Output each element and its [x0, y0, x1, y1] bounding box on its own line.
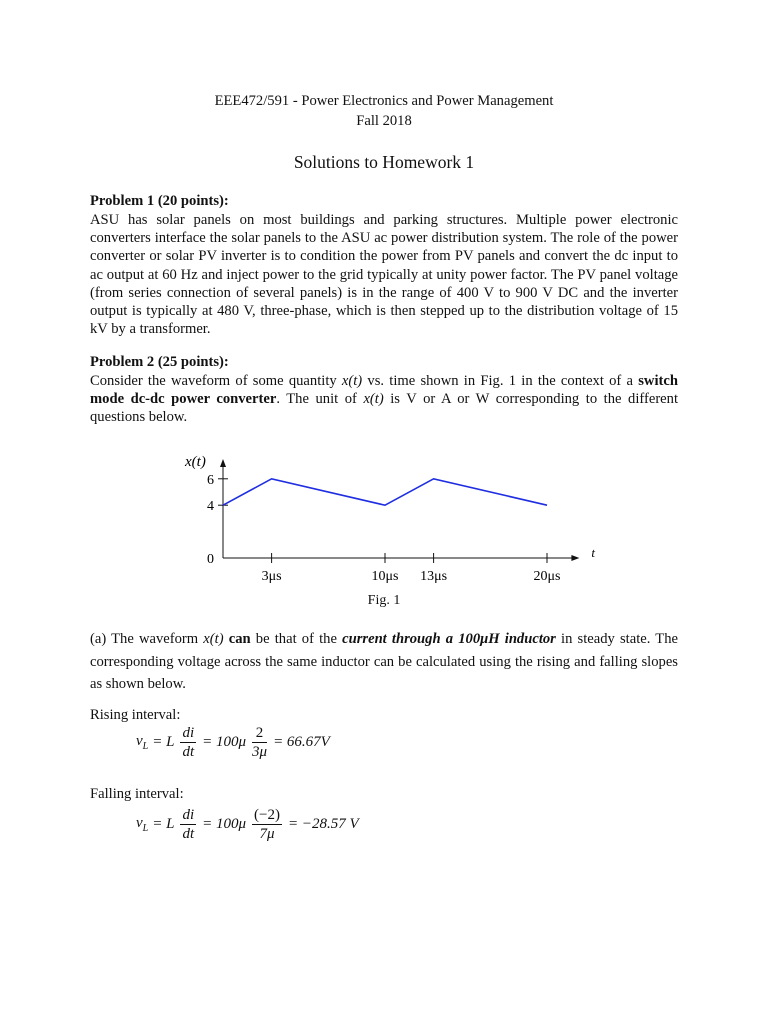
y-tick-label: 0	[207, 552, 214, 567]
rising-equation: $v_L$ = L $\frac{di}{dt}$ = 100μ $\frac{2}{3\mu}$ = 66.67V	[136, 725, 330, 760]
x-tick-label: 3μs	[261, 569, 282, 584]
document-title: Solutions to Homework 1	[293, 152, 475, 172]
waveform-chart	[0, 430, 768, 600]
x-axis-label: t	[591, 545, 596, 560]
part-a-text: (a) The waveform x(t) can be that of the current through a 100μH inductor in steady state. The corresponding voltage across the same inductor can be calculated using the rising and falling slopes as shown below.	[90, 631, 678, 692]
problem1-body: ASU has solar panels on most buildings and parking structures. Multiple power electronic converters interface the solar panels to the ASU ac power distribution system. The role of the power converter or solar PV inverter is to condition the power from PV panels and convert the dc input to ac output at 60 Hz and inject power to the grid typically at unity power factor. The PV panel voltage (from series connection of several panels) is in the range of 400 V to 900 V DC and the inverter output is typically at 480 V, three-phase, which is then stepped up to the distribution voltage of 15 kV by a transformer.	[90, 212, 678, 338]
x-tick-label: 10μs	[371, 569, 399, 584]
falling-equation: $v_L$ = L $\frac{di}{dt}$ = 100μ $\frac{(-2)}{7\mu}$ = −28.57 V	[136, 807, 359, 842]
chart-ticks	[207, 473, 560, 584]
waveform-line	[223, 479, 547, 505]
y-tick-label: 4	[207, 499, 214, 515]
problem2-intro: Consider the waveform of some quantity x(t) vs. time shown in Fig. 1 in the context of a switch mode dc-dc power converter. The unit of x(t) is V or A or W corresponding to the different questions below.	[90, 373, 679, 426]
y-axis-arrow	[220, 459, 226, 467]
chart-axes	[184, 454, 595, 561]
problem1-heading: Problem 1 (20 points):	[90, 193, 229, 209]
y-tick-label: 6	[207, 472, 214, 488]
course-title: EEE472/591 - Power Electronics and Power Management	[214, 93, 554, 109]
x-tick-label: 20μs	[533, 569, 561, 584]
x-axis-arrow	[571, 555, 579, 561]
y-axis-label: x(t)	[185, 454, 206, 470]
rising-label: Rising interval:	[90, 707, 181, 723]
problem2-heading: Problem 2 (25 points):	[90, 354, 229, 370]
figure-caption: Fig. 1	[367, 593, 401, 608]
chart-series	[223, 479, 547, 505]
x-tick-label: 13μs	[420, 569, 448, 584]
term: Fall 2018	[356, 113, 412, 129]
falling-label: Falling interval:	[90, 786, 184, 802]
